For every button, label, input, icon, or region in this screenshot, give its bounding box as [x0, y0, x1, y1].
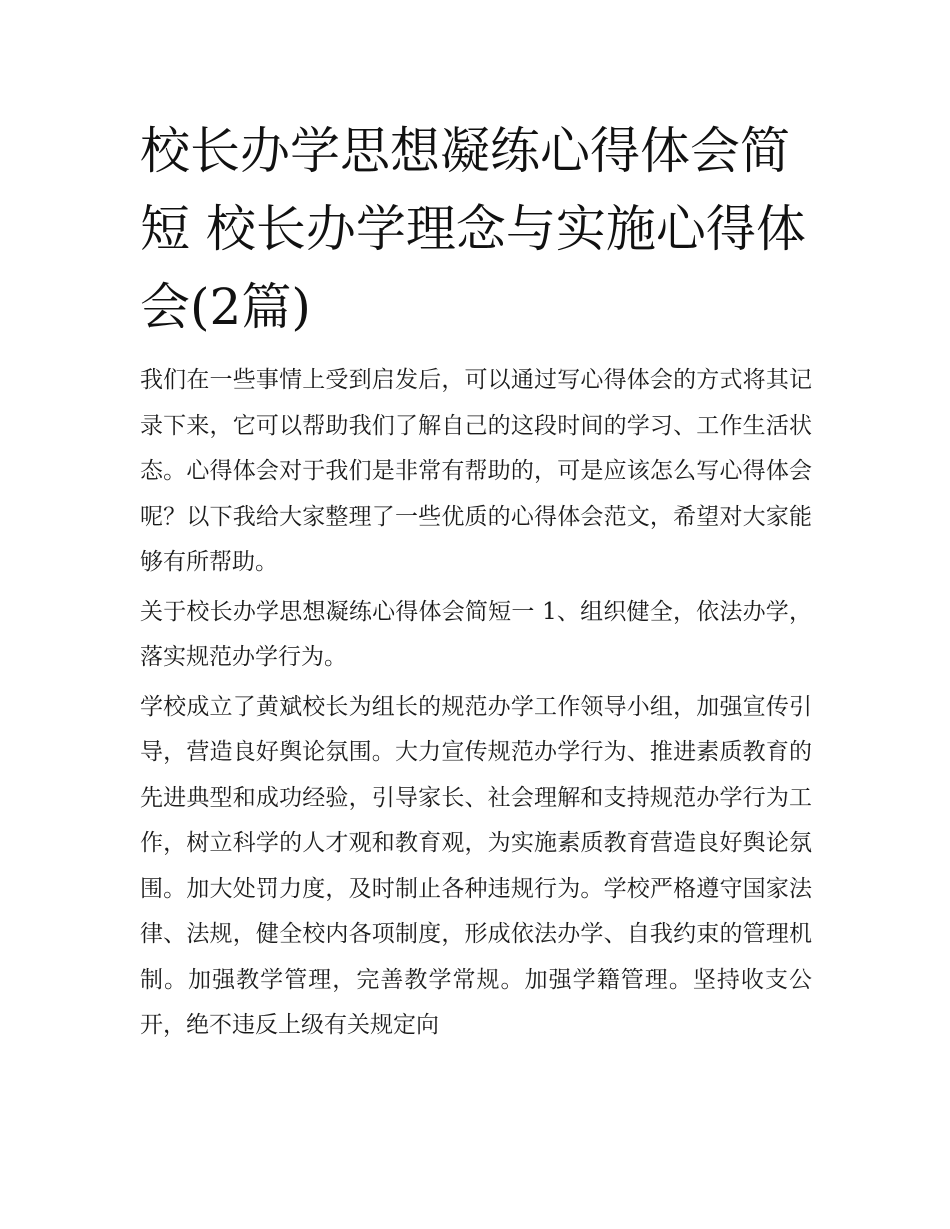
paragraph-intro: 我们在一些事情上受到启发后，可以通过写心得体会的方式将其记录下来，它可以帮助我们了解自己的这段时间的学习、工作生活状态。心得体会对于我们是非常有帮助的，可是应该怎么写心得体会呢？以下我给大家整理了一些优质的心得体会范文，希望对大家能够有所帮助。 [140, 367, 812, 575]
paragraph-main: 学校成立了黄斌校长为组长的规范办学工作领导小组，加强宣传引导，营造良好舆论氛围。大力宣传规范办学行为、推进素质教育的先进典型和成功经验，引导家长、社会理解和支持规范办学行为工作，树立科学的人才观和教育观，为实施素质教育营造良好舆论氛围。加大处罚力度，及时制止各种违规行为。学校严格遵守国家法律、法规，健全校内各项制度，形成依法办学、自我约束的管理机制。加强教学管理，完善教学常规。加强学籍管理。坚持收支公开，绝不违反上级有关规定向 [140, 693, 812, 1038]
document-title: 校长办学思想凝练心得体会简短 校长办学理念与实施心得体会(2篇) [140, 122, 806, 336]
document-body [140, 358, 812, 1053]
paragraph-section-one: 关于校长办学思想凝练心得体会简短一 1、组织健全，依法办学，落实规范办学行为。 [140, 598, 812, 670]
